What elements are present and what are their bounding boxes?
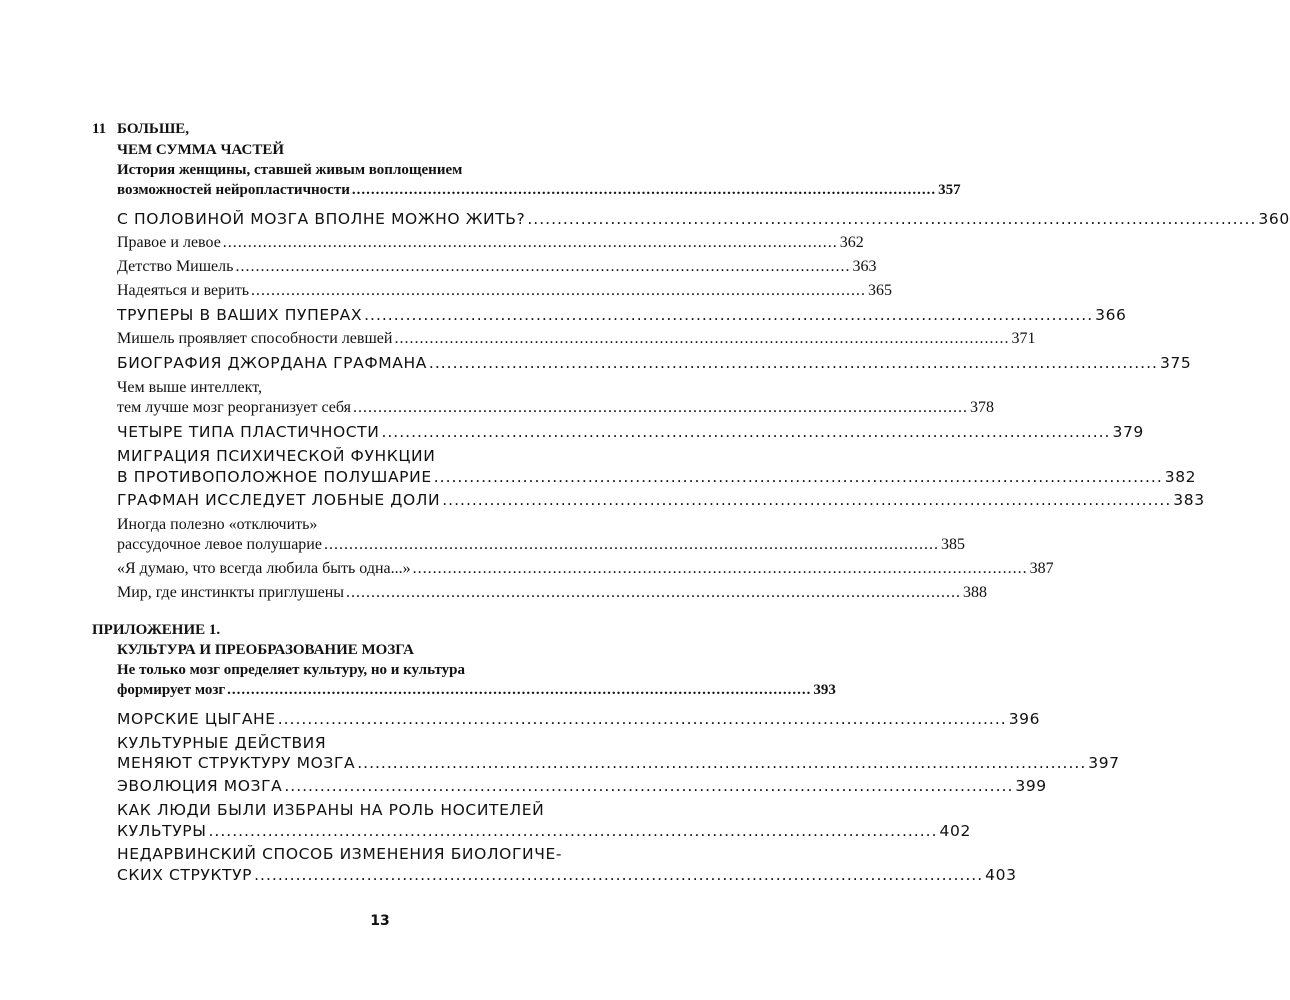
- page-number: 13: [370, 913, 390, 929]
- dot-leader: ...........................................................................................................................: [222, 234, 838, 251]
- dot-leader: ...........................................................................................................................: [364, 306, 1094, 324]
- toc-entry-title-line1: НЕДАРВИНСКИЙ СПОСОБ ИЗМЕНЕНИЯ БИОЛОГИЧЕ-: [117, 845, 563, 863]
- page-ref: 365: [867, 282, 892, 299]
- toc-entry-title-line1: Чем выше интеллект,: [117, 379, 262, 396]
- toc-entry-title: МОРСКИЕ ЦЫГАНЕ: [117, 710, 276, 728]
- page-ref: 360: [1258, 210, 1290, 228]
- page-ref: 371: [1011, 330, 1036, 347]
- page-ref: 399: [1015, 777, 1047, 795]
- toc-entry[interactable]: [117, 536, 965, 554]
- page-ref: 383: [1173, 491, 1205, 509]
- toc-entry-title: С ПОЛОВИНОЙ МОЗГА ВПОЛНЕ МОЖНО ЖИТЬ?: [117, 210, 526, 228]
- page-ref: 366: [1095, 306, 1127, 324]
- toc-entry[interactable]: [117, 423, 1144, 441]
- appendix-subtitle-line2: формирует мозг: [117, 682, 226, 698]
- toc-entry-title: Детство Мишель: [117, 258, 234, 275]
- page-ref: 382: [1164, 468, 1197, 486]
- toc-entry-appendix-subtitle[interactable]: [117, 682, 836, 699]
- toc-entry-title: Правое и левое: [117, 234, 221, 251]
- toc-entry-title-line2: В ПРОТИВОПОЛОЖНОЕ ПОЛУШАРИЕ: [117, 468, 432, 486]
- toc-entry[interactable]: [117, 777, 1047, 795]
- dot-leader: ...........................................................................................................................: [394, 330, 1010, 347]
- toc-entry[interactable]: [117, 282, 892, 300]
- dot-leader: ...........................................................................................................................: [208, 822, 938, 840]
- toc-entry[interactable]: [117, 754, 1120, 772]
- toc-entry[interactable]: [117, 399, 994, 417]
- toc-entry[interactable]: [117, 354, 1192, 372]
- toc-entry-title-line2: КУЛЬТУРЫ: [117, 822, 207, 840]
- toc-entry[interactable]: [117, 306, 1127, 324]
- toc-entry-title-line2: МЕНЯЮТ СТРУКТУРУ МОЗГА: [117, 754, 356, 772]
- page-ref: 385: [940, 536, 965, 553]
- dot-leader: ...........................................................................................................................: [527, 210, 1257, 228]
- toc-entry-title: БИОГРАФИЯ ДЖОРДАНА ГРАФМАНА: [117, 354, 427, 372]
- page-ref: 363: [852, 258, 877, 275]
- toc-entry-title-line1: Иногда полезно «отключить»: [117, 516, 318, 533]
- dot-leader: ...........................................................................................................................: [235, 258, 851, 275]
- toc-entry-title: ЭВОЛЮЦИЯ МОЗГА: [117, 777, 283, 795]
- toc-entry[interactable]: [117, 491, 1205, 509]
- toc-entry[interactable]: [117, 710, 1041, 728]
- page-ref: 388: [963, 584, 988, 601]
- dot-leader: ...........................................................................................................................: [346, 584, 962, 601]
- page-ref: 403: [985, 866, 1017, 884]
- chapter-title-line2: ЧЕМ СУММА ЧАСТЕЙ: [117, 142, 285, 158]
- dot-leader: ...........................................................................................................................: [412, 560, 1028, 577]
- page-ref: 393: [813, 682, 836, 698]
- dot-leader: ...........................................................................................................................: [227, 682, 812, 698]
- toc-entry[interactable]: [117, 866, 1017, 884]
- page-ref: 357: [938, 182, 961, 198]
- chapter-title-line1: БОЛЬШЕ,: [117, 121, 190, 137]
- toc-entry-chapter-subtitle[interactable]: [117, 182, 961, 199]
- dot-leader: ...........................................................................................................................: [254, 866, 984, 884]
- dot-leader: ...........................................................................................................................: [277, 710, 1007, 728]
- chapter-subtitle-line1: История женщины, ставшей живым воплощением: [117, 162, 463, 178]
- page-ref: 375: [1159, 354, 1192, 372]
- toc-entry-title: Мир, где инстинкты приглушены: [117, 584, 345, 601]
- page-ref: 402: [939, 822, 971, 840]
- dot-leader: ...........................................................................................................................: [352, 399, 968, 416]
- toc-entry-title: Мишель проявляет способности левшей: [117, 330, 393, 347]
- toc-entry-title-line1: КАК ЛЮДИ БЫЛИ ИЗБРАНЫ НА РОЛЬ НОСИТЕЛЕЙ: [117, 801, 545, 819]
- toc-entry-title-line1: МИГРАЦИЯ ПСИХИЧЕСКОЙ ФУНКЦИИ: [117, 447, 436, 465]
- appendix-title-line2: КУЛЬТУРА И ПРЕОБРАЗОВАНИЕ МОЗГА: [117, 642, 415, 658]
- toc-entry-title-line2: тем лучше мозг реорганизует себя: [117, 399, 351, 416]
- dot-leader: ...........................................................................................................................: [381, 423, 1111, 441]
- toc-entry-title-line1: КУЛЬТУРНЫЕ ДЕЙСТВИЯ: [117, 734, 327, 752]
- page-ref: 396: [1008, 710, 1041, 728]
- dot-leader: ...........................................................................................................................: [357, 754, 1087, 772]
- dot-leader: ...........................................................................................................................: [442, 491, 1172, 509]
- toc-entry[interactable]: [117, 330, 1036, 348]
- toc-entry[interactable]: [117, 234, 864, 252]
- page-ref: 362: [839, 234, 864, 251]
- toc-entry-title: ТРУПЕРЫ В ВАШИХ ПУПЕРАХ: [117, 306, 363, 324]
- dot-leader: ...........................................................................................................................: [250, 282, 866, 299]
- toc-entry-title: ЧЕТЫРЕ ТИПА ПЛАСТИЧНОСТИ: [117, 423, 380, 441]
- dot-leader: ...........................................................................................................................: [323, 536, 939, 553]
- toc-entry[interactable]: [117, 468, 1197, 486]
- page-ref: 387: [1029, 560, 1054, 577]
- toc-entry[interactable]: [117, 822, 971, 840]
- page-ref: 397: [1088, 754, 1120, 772]
- toc-entry-title-line2: рассудочное левое полушарие: [117, 536, 322, 553]
- dot-leader: ...........................................................................................................................: [433, 468, 1163, 486]
- chapter-subtitle-line2: возможностей нейропластичности: [117, 182, 350, 198]
- toc-entry-title: Надеяться и верить: [117, 282, 249, 299]
- dot-leader: ...........................................................................................................................: [428, 354, 1158, 372]
- dot-leader: ...........................................................................................................................: [351, 182, 937, 198]
- toc-entry-title: ГРАФМАН ИССЛЕДУЕТ ЛОБНЫЕ ДОЛИ: [117, 491, 441, 509]
- toc-entry[interactable]: [117, 560, 1054, 578]
- appendix-title-line1: ПРИЛОЖЕНИЕ 1.: [92, 622, 221, 638]
- page-ref: 379: [1112, 423, 1144, 441]
- toc-entry-title-line2: СКИХ СТРУКТУР: [117, 866, 253, 884]
- dot-leader: ...........................................................................................................................: [284, 777, 1014, 795]
- toc-entry[interactable]: [117, 584, 988, 602]
- toc-entry[interactable]: [117, 258, 877, 276]
- chapter-number: 11: [92, 121, 107, 137]
- page-ref: 378: [969, 399, 994, 416]
- toc-entry-title: «Я думаю, что всегда любила быть одна...»: [117, 560, 411, 577]
- toc-entry[interactable]: [117, 210, 1290, 228]
- appendix-subtitle-line1: Не только мозг определяет культуру, но и культура: [117, 662, 465, 678]
